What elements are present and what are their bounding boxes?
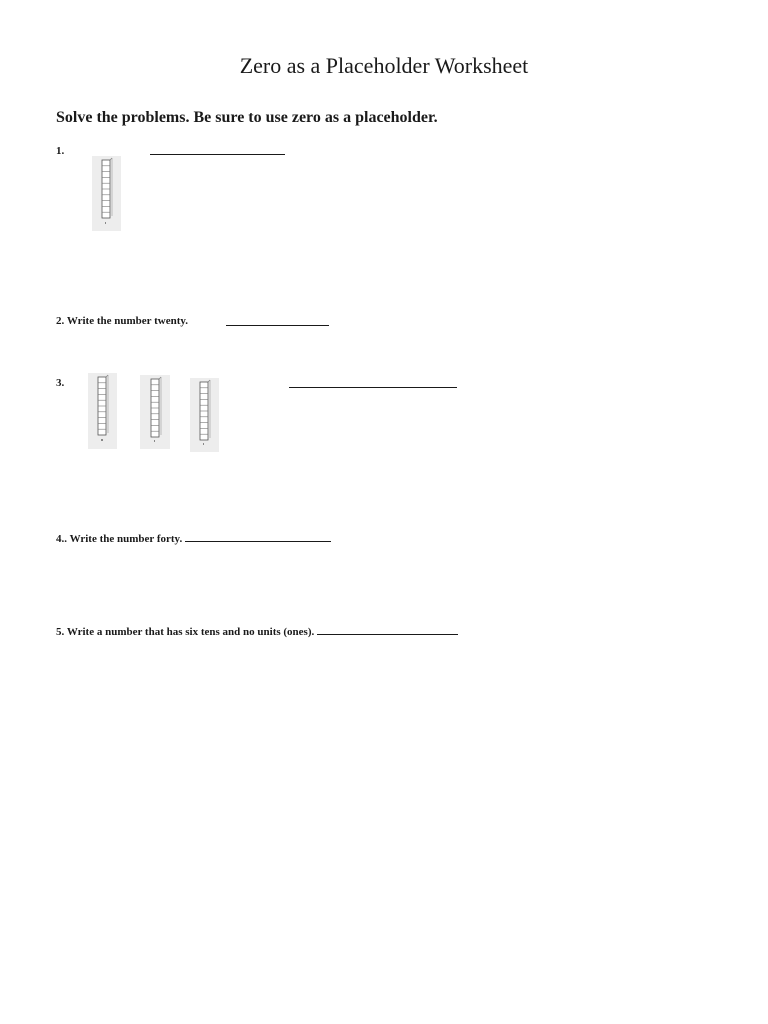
instructions: Solve the problems. Be sure to use zero as a placeholder.: [56, 109, 438, 126]
problem-5: [56, 624, 458, 639]
problem-2-text: Write the number twenty.: [66, 315, 189, 327]
problem-4-answer-blank[interactable]: [185, 531, 331, 542]
problem-2: [56, 314, 188, 328]
problem-4-number: 4..: [56, 533, 67, 545]
problem-3-answer-blank[interactable]: [289, 387, 457, 388]
problem-5-answer-blank[interactable]: [317, 624, 458, 635]
problem-2-answer-blank[interactable]: [226, 325, 329, 326]
problem-1-number: 1.: [56, 145, 65, 157]
problem-4: [56, 531, 331, 546]
problem-1-answer-blank[interactable]: [150, 154, 285, 155]
problem-4-text: Write the number forty.: [69, 533, 183, 545]
tens-rod-image: [88, 373, 117, 449]
problem-5-number: 5.: [56, 626, 65, 638]
tens-rod-image: [140, 375, 170, 449]
problem-5-text: Write a number that has six tens and no units (ones).: [66, 626, 315, 638]
worksheet-title: Zero as a Placeholder Worksheet: [239, 53, 529, 78]
problem-2-number: 2.: [56, 315, 65, 327]
tens-rod-image: [190, 378, 219, 452]
tens-rod-image: [92, 156, 121, 231]
problem-3-number: 3.: [56, 377, 65, 389]
